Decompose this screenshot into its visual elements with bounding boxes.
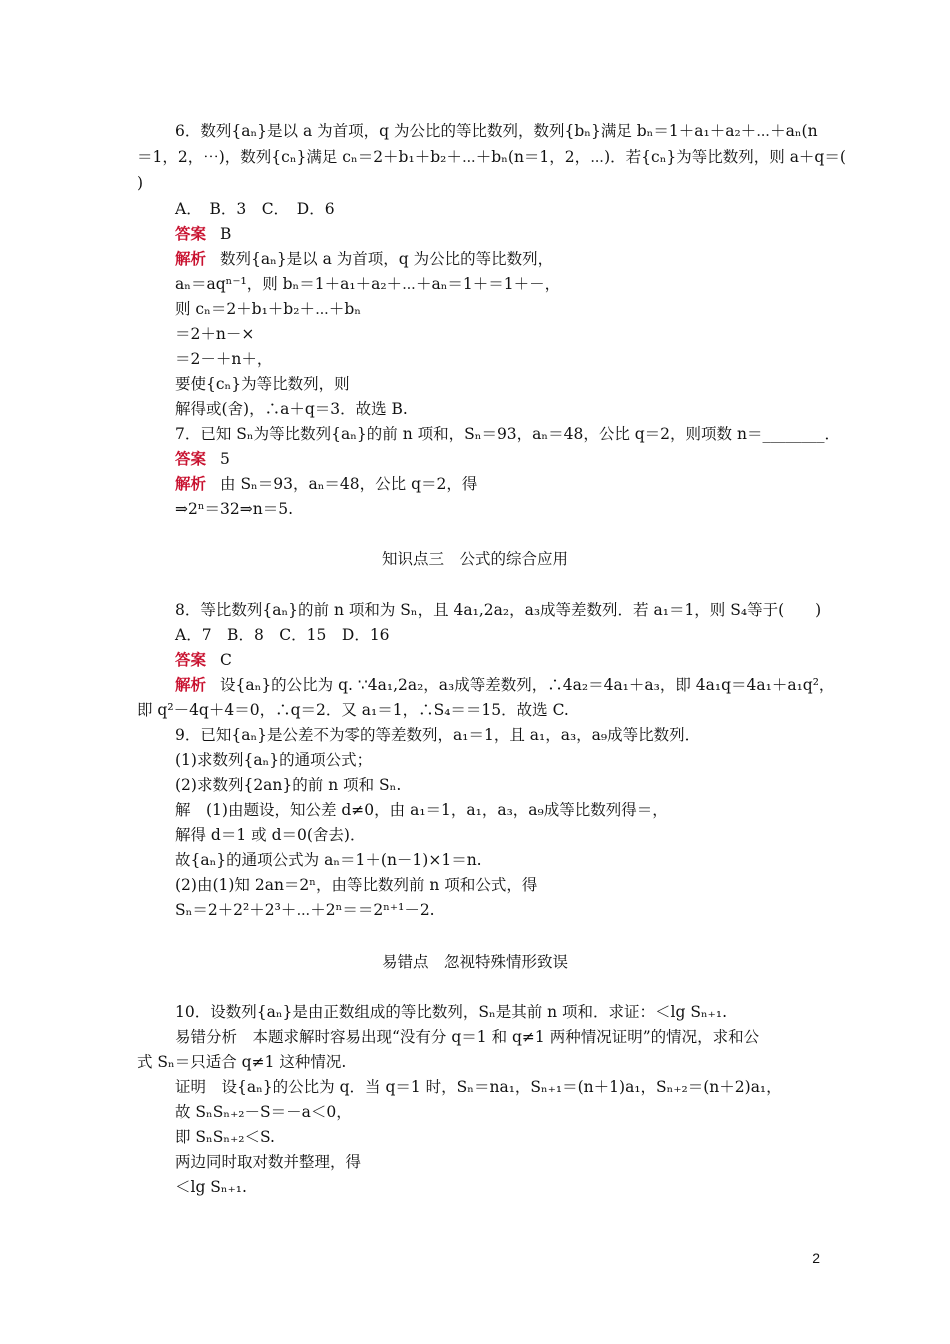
q10-proof-2: 故 SₙSₙ₊₂－S＝－a＜0，: [175, 1103, 352, 1121]
q9-solution-2: 解得 d＝1 或 d＝0(舍去)．: [175, 826, 366, 844]
q10-proof-4: 两边同时取对数并整理，得: [175, 1153, 362, 1171]
q7-answer-row: [175, 448, 230, 470]
q8-answer: C: [220, 651, 232, 669]
q6-answer-row: [175, 223, 231, 245]
q6-line-3: ): [137, 174, 144, 192]
page-number: 2: [812, 1250, 820, 1266]
q6-options: A． B．3 C． D．6: [175, 200, 335, 218]
q6-analysis-2: aₙ＝aqⁿ⁻¹，则 bₙ＝1＋a₁＋a₂＋⋯＋aₙ＝1＋＝1＋－，: [175, 275, 561, 293]
q6-analysis-6: 要使{cₙ}为等比数列，则: [175, 375, 350, 393]
q7-line-1: 7．已知 Sₙ为等比数列{aₙ}的前 n 项和，Sₙ＝93，aₙ＝48，公比 q＝2，则项数 n＝________．: [175, 425, 840, 443]
q9-solution-4: (2)由(1)知 2an＝2ⁿ，由等比数列前 n 项和公式，得: [175, 876, 538, 894]
q9-solution-5: Sₙ＝2＋2²＋2³＋⋯＋2ⁿ＝＝2ⁿ⁺¹－2.: [175, 901, 435, 919]
q6-analysis-1: 数列{aₙ}是以 a 为首项，q 为公比的等比数列，: [220, 250, 554, 268]
answer-label: 答案: [175, 651, 207, 669]
q8-options: A．7 B．8 C．15 D．16: [175, 626, 390, 644]
q10-line-1: 10．设数列{aₙ}是由正数组成的等比数列，Sₙ是其前 n 项和．求证：＜lg Sₙ₊₁.: [175, 1003, 728, 1021]
q6-answer: B: [220, 225, 232, 243]
q6-analysis-7: 解得或(舍)，∴a＋q＝3．故选 B.: [175, 400, 408, 418]
q8-analysis-1: 设{aₙ}的公比为 q. ∵4a₁,2a₂，a₃成等差数列，∴4a₂＝4a₁＋a₃，即 4a₁q＝4a₁＋a₁q²，: [220, 676, 835, 694]
q8-analysis-row: [175, 674, 834, 696]
q10-error-analysis-1: 易错分析 本题求解时容易出现“没有分 q＝1 和 q≠1 两种情况证明”的情况，求和公: [175, 1028, 760, 1046]
q6-analysis-5: ＝2－＋n＋，: [175, 350, 273, 368]
analysis-label: 解析: [175, 475, 207, 493]
q10-error-analysis-2: 式 Sₙ＝只适合 q≠1 这种情况.: [137, 1053, 347, 1071]
q6-analysis-3: 则 cₙ＝2＋b₁＋b₂＋⋯＋bₙ: [175, 300, 362, 318]
q9-line-3: (2)求数列{2an}的前 n 项和 Sₙ.: [175, 776, 402, 794]
q6-analysis-4: ＝2＋n－×: [175, 325, 255, 343]
q7-answer: 5: [220, 450, 230, 468]
q6-line-2: ＝1，2，⋯)，数列{cₙ}满足 cₙ＝2＋b₁＋b₂＋⋯＋bₙ(n＝1，2，⋯)．若{cₙ}为等比数列，则 a＋q＝(: [137, 148, 846, 166]
q6-analysis-row: [175, 248, 553, 270]
q10-proof-1: 证明 设{aₙ}的公比为 q．当 q＝1 时，Sₙ＝na₁，Sₙ₊₁＝(n＋1)a₁，Sₙ₊₂＝(n＋2)a₁，: [175, 1078, 782, 1096]
analysis-label: 解析: [175, 676, 207, 694]
q8-line-1: 8．等比数列{aₙ}的前 n 项和为 Sₙ，且 4a₁,2a₂，a₃成等差数列．若 a₁＝1，则 S₄等于( ): [175, 601, 822, 619]
q7-analysis-row: [175, 473, 477, 495]
q9-solution-3: 故{aₙ}的通项公式为 aₙ＝1＋(n－1)×1＝n.: [175, 851, 482, 869]
q9-line-1: 9．已知{aₙ}是公差不为零的等差数列，a₁＝1，且 a₁，a₃，a₉成等比数列．: [175, 726, 701, 744]
q7-analysis-2: ⇒2ⁿ＝32⇒n＝5.: [175, 500, 294, 518]
q6-line-1: 6．数列{aₙ}是以 a 为首项，q 为公比的等比数列，数列{bₙ}满足 bₙ＝1＋a₁＋a₂＋⋯＋aₙ(n: [175, 122, 818, 140]
q10-proof-5: ＜lg Sₙ₊₁.: [175, 1178, 247, 1196]
analysis-label: 解析: [175, 250, 207, 268]
q7-analysis-1: 由 Sₙ＝93，aₙ＝48，公比 q＝2，得: [220, 475, 478, 493]
q8-analysis-2: 即 q²－4q＋4＝0，∴q＝2．又 a₁＝1，∴S₄＝＝15．故选 C.: [137, 701, 569, 719]
q10-proof-3: 即 SₙSₙ₊₂＜S.: [175, 1128, 275, 1146]
q8-answer-row: [175, 649, 232, 671]
answer-label: 答案: [175, 225, 207, 243]
q9-solution-1: 解 (1)由题设，知公差 d≠0，由 a₁＝1，a₁，a₃，a₉成等比数列得＝，: [175, 801, 668, 819]
section-heading-error: 易错点 忽视特殊情形致误: [381, 953, 568, 971]
answer-label: 答案: [175, 450, 207, 468]
section-heading-3: 知识点三 公式的综合应用: [381, 550, 568, 568]
q9-line-2: (1)求数列{aₙ}的通项公式；: [175, 751, 373, 769]
